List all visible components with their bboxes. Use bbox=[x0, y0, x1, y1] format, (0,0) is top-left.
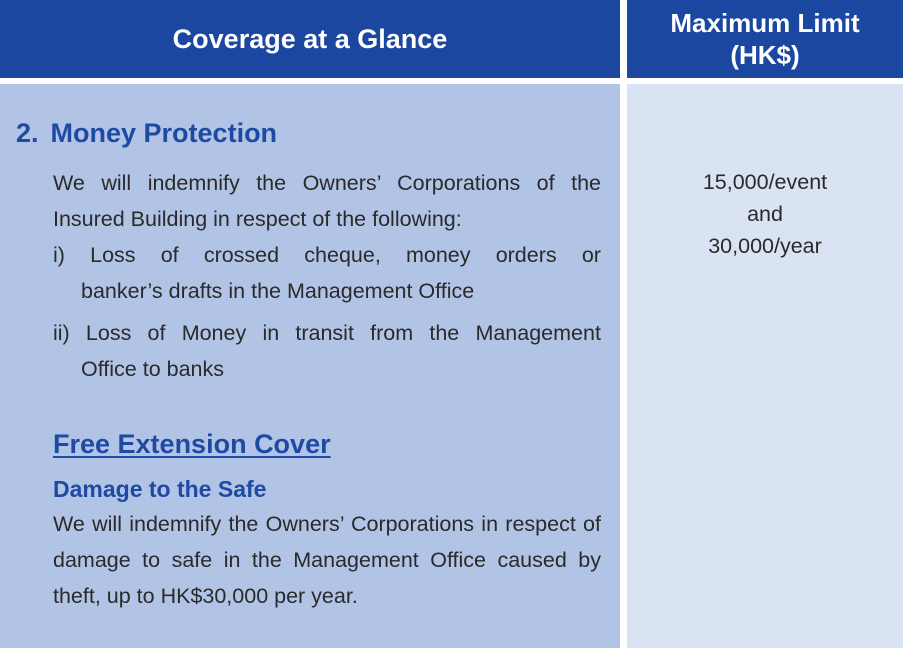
list-item bbox=[53, 315, 601, 387]
limit-per-year: 30,000/year bbox=[708, 234, 822, 258]
word: money bbox=[405, 243, 471, 267]
list-item-marker: ii) bbox=[53, 321, 70, 345]
word: Loss bbox=[85, 321, 132, 345]
word: orders bbox=[495, 243, 557, 267]
list-item-line1 bbox=[53, 237, 601, 273]
extension-subtitle: Damage to the Safe bbox=[53, 476, 267, 502]
word: Money bbox=[181, 321, 247, 345]
word: the bbox=[429, 321, 460, 345]
max-limit-header-line2: (HK$) bbox=[730, 40, 800, 70]
list-item-line2: Office to banks bbox=[81, 357, 225, 381]
word: Loss bbox=[90, 243, 136, 267]
list-item-line1 bbox=[53, 315, 601, 351]
limit-value bbox=[627, 166, 903, 262]
limit-per-event: 15,000/event bbox=[702, 170, 828, 194]
coverage-header-label: Coverage at a Glance bbox=[172, 23, 448, 54]
max-limit-header-line1: Maximum Limit bbox=[670, 8, 860, 38]
coverage-column bbox=[0, 84, 620, 648]
word: from bbox=[370, 321, 414, 345]
word: cheque, bbox=[304, 243, 381, 267]
list-item bbox=[53, 237, 601, 309]
list-item-line2: banker’s drafts in the Management Office bbox=[81, 279, 475, 303]
extension-text: We will indemnify the Owners’ Corporations in respect of damage to safe in the Management Office caused by theft, up to HK$30,000 per year. bbox=[53, 512, 601, 608]
word: Management bbox=[475, 321, 601, 345]
word: of bbox=[147, 321, 166, 345]
section-intro: We will indemnify the Owners’ Corporations of the Insured Building in respect of the following: bbox=[53, 171, 601, 231]
section-title bbox=[16, 118, 277, 149]
limit-and: and bbox=[747, 202, 783, 226]
word: in bbox=[262, 321, 280, 345]
word: transit bbox=[295, 321, 354, 345]
section-number: 2. bbox=[16, 118, 39, 148]
limit-column bbox=[627, 84, 903, 648]
word: of bbox=[160, 243, 179, 267]
word: or bbox=[581, 243, 601, 267]
coverage-header bbox=[0, 0, 620, 78]
extension-title: Free Extension Cover bbox=[53, 429, 331, 459]
section-title-label: Money Protection bbox=[50, 118, 278, 148]
max-limit-header bbox=[627, 0, 903, 78]
word: crossed bbox=[203, 243, 280, 267]
list-item-marker: i) bbox=[53, 243, 65, 267]
